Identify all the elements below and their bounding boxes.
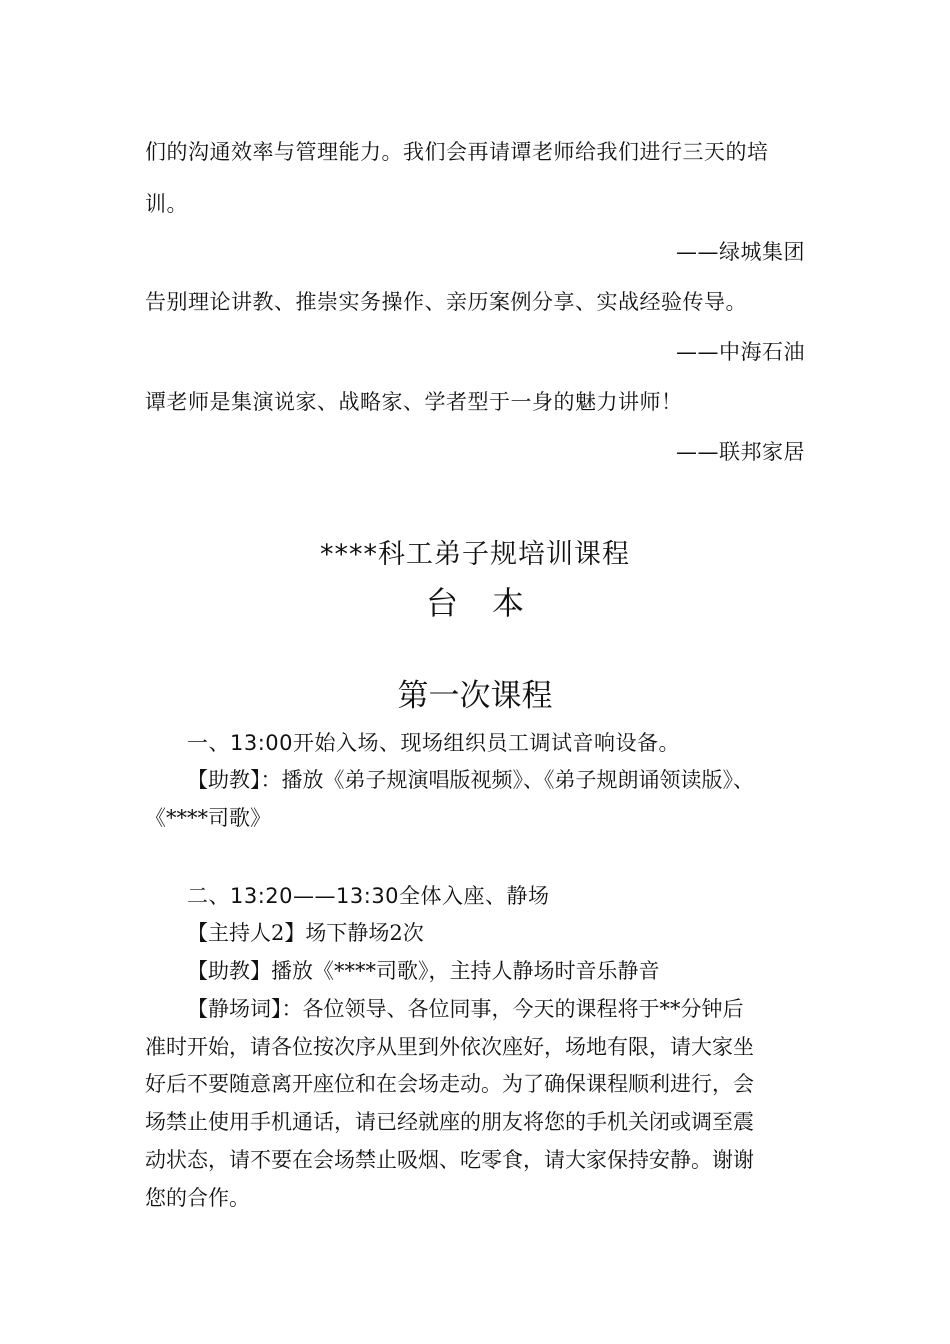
agenda-item: 二、13:20——13:30全体入座、静场 bbox=[187, 884, 550, 908]
testimonial-text: 训。 bbox=[145, 192, 188, 216]
assistant-instruction: 【助教】：播放《弟子规演唱版视频》、《弟子规朗诵领读版》、 bbox=[187, 768, 754, 792]
assistant-instruction: 《****司歌》 bbox=[145, 806, 271, 830]
lesson-heading: 第一次课程 bbox=[397, 678, 553, 714]
assistant-instruction: 【助教】播放《****司歌》，主持人静场时音乐静音 bbox=[187, 959, 660, 983]
quiet-speech: 场禁止使用手机通话，请已经就座的朋友将您的手机关闭或调至震 bbox=[145, 1110, 754, 1134]
quiet-speech: 【静场词】：各位领导、各位同事，今天的课程将于**分钟后 bbox=[187, 997, 744, 1021]
quiet-speech: 好后不要随意离开座位和在会场走动。为了确保课程顺利进行，会 bbox=[145, 1072, 754, 1096]
testimonial-text: 告别理论讲教、推崇实务操作、亲历案例分享、实战经验传导。 bbox=[145, 290, 747, 314]
testimonial-signature: ——联邦家居 bbox=[676, 440, 805, 464]
testimonial-text: 们的沟通效率与管理能力。我们会再请谭老师给我们进行三天的培 bbox=[145, 140, 769, 164]
host-instruction: 【主持人2】场下静场2次 bbox=[187, 921, 424, 945]
testimonial-text: 谭老师是集演说家、战略家、学者型于一身的魅力讲师！ bbox=[145, 390, 683, 414]
quiet-speech: 准时开始，请各位按次序从里到外依次座好，场地有限，请大家坐 bbox=[145, 1035, 754, 1059]
agenda-item: 一、13:00开始入场、现场组织员工调试音响设备。 bbox=[187, 731, 681, 755]
document-title: ****科工弟子规培训课程 bbox=[320, 539, 630, 570]
quiet-speech: 动状态，请不要在会场禁止吸烟、吃零食，请大家保持安静。谢谢 bbox=[145, 1148, 754, 1172]
testimonial-signature: ——绿城集团 bbox=[676, 240, 805, 264]
testimonial-signature: ——中海石油 bbox=[676, 340, 805, 364]
document-subtitle: 台本 bbox=[425, 584, 558, 622]
quiet-speech: 您的合作。 bbox=[145, 1186, 250, 1210]
